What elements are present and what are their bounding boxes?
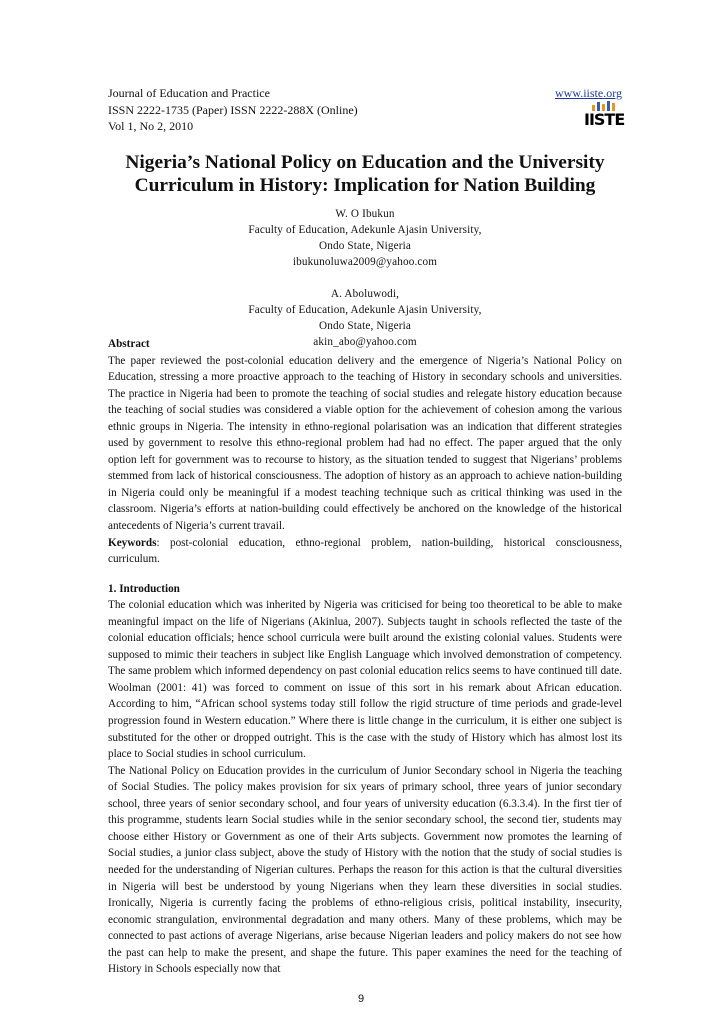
keywords-label: Keywords bbox=[108, 536, 157, 549]
journal-issn: ISSN 2222-1735 (Paper) ISSN 2222-288X (Online) bbox=[108, 102, 358, 117]
page-number: 9 bbox=[358, 993, 365, 1005]
author-2-name: A. Aboluwodi, bbox=[330, 288, 400, 300]
title-line-2: Curriculum in History: Implication for Nation Building bbox=[134, 175, 596, 196]
abstract-text: The paper reviewed the post-colonial education delivery and the emergence of Nigeria’s National Policy on Education, stressing a more proactive approach to the teaching of History in secondary schools and universities. The practice in Nigeria had been to promote the teaching of social studies and relegate history education because the teaching of social studies was considered a viable option for the achievement of cohesion among the various ethnic groups in Nigeria. The intensity in ethno-regional polarisation was an indication that different strategies used by government to resolve this ethno-regional problem had had no effect. The paper argued that the only option left for government was to recourse to history, as the situation tended to suggest that Nigerians’ problems stemmed from lack of historical consciousness. The adoption of history as an approach to achieve nation-building in Nigeria could only be meaningful if a modest teaching technique such as critical thinking was used in the classroom. Nigeria’s efforts at nation-building could effectively be anchored on the knowledge of the historical antecedents of Nigeria’s current travail. bbox=[108, 354, 622, 533]
introduction-paragraph-1: The colonial education which was inherited by Nigeria was criticised for being too theoretical to be able to make meaningful impact on the life of Nigerians (Akinlua, 2007). Subjects taught in schools reflected the taste of the colonial education officials; hence school curricula were built around the existing colonial values. Students were supposed to mimic their teachers in subject like English Language which involved demonstration of competency. The same problem which informed dependency on past colonial education relics seems to have continued till date. Woolman (2001: 41) was forced to comment on issue of this sort in his remark about African education. According to him, “African school systems today still follow the rigid structure of time periods and grade-level progression found in Western education.” Where there is little change in the curriculum, it is either one subject is substituted for the other or dropped outright. This is the case with the study of History which has almost lost its place to Social studies in school curriculum. bbox=[108, 599, 622, 761]
keywords-paragraph bbox=[108, 535, 622, 568]
logo-text: IISTE bbox=[584, 110, 625, 129]
introduction-heading: 1. Introduction bbox=[108, 582, 180, 595]
author-2-affiliation: Faculty of Education, Adekunle Ajasin University, bbox=[248, 304, 482, 316]
keywords-text: : post-colonial education, ethno-regional problem, nation-building, historical consciousness, curriculum. bbox=[108, 536, 622, 566]
running-header bbox=[108, 85, 625, 135]
author-1-email: ibukunoluwa2009@yahoo.com bbox=[292, 256, 438, 268]
journal-url-link[interactable]: www.iiste.org bbox=[555, 86, 622, 100]
author-2-location: Ondo State, Nigeria bbox=[318, 320, 412, 332]
iiste-logo bbox=[584, 101, 625, 133]
introduction-paragraph-2: The National Policy on Education provides in the curriculum of Junior Secondary school in Nigeria the teaching of Social Studies. The policy makes provision for six years of primary school, three years of junior secondary school, three years of senior secondary school, and four years of university education (6.3.3.4). In the first tier of this programme, students learn Social studies while in the senior secondary school, the second tier, students may choose either History or Government as one of their Arts subjects. Government now promotes the learning of Social studies, a junior class subject, above the study of History with the notion that the study of social studies is needed for the understanding of Nigerian cultures. Perhaps the reason for this action is that the cultural diversities in Nigeria will best be understood by young Nigerians when they learn these diversities in social studies. Ironically, Nigeria is currently facing the problems of ethno-religious crisis, political instability, insecurity, economic strangulation, environmental degradation and many others. Many of these problems, which may be connected to past actions of average Nigerians, arise because Nigerian leaders and policy makers do not see how the past can help to make the present, and shape the future. This paper examines the need for the teaching of History in Schools especially now that bbox=[108, 764, 622, 976]
author-2-email: akin_abo@yahoo.com bbox=[313, 336, 417, 348]
author-1-location: Ondo State, Nigeria bbox=[318, 240, 412, 252]
journal-volume: Vol 1, No 2, 2010 bbox=[108, 119, 194, 133]
author-block bbox=[108, 206, 622, 350]
abstract-heading: Abstract bbox=[108, 338, 150, 350]
journal-name: Journal of Education and Practice bbox=[108, 86, 270, 100]
author-1-name: W. O Ibukun bbox=[335, 208, 395, 220]
paper-body bbox=[108, 336, 622, 978]
author-1-affiliation: Faculty of Education, Adekunle Ajasin University, bbox=[248, 224, 482, 236]
paper-title bbox=[108, 151, 622, 197]
title-line-1: Nigeria’s National Policy on Education and the University bbox=[125, 152, 605, 173]
